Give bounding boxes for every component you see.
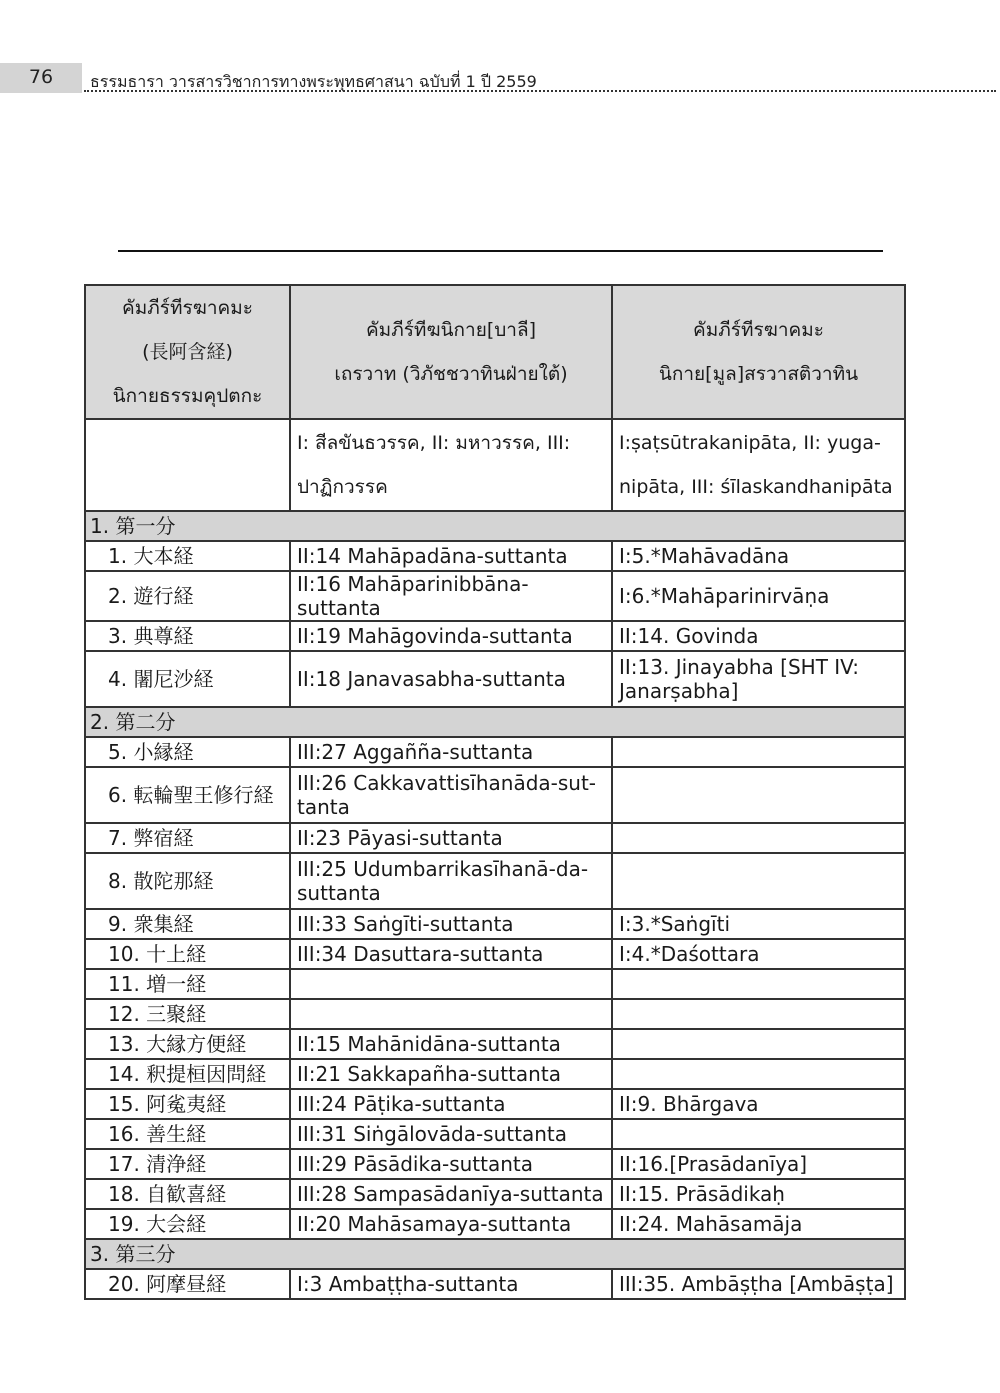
table-row: [85, 1149, 905, 1179]
section-title: 1. 第一分: [85, 511, 905, 541]
section-title: 3. 第三分: [85, 1239, 905, 1269]
cell-c1: 11. 増一経: [85, 969, 290, 999]
cell-c2: III:27 Aggañña-suttanta: [290, 737, 612, 767]
cell-c2: [290, 999, 612, 1029]
table-row: [85, 1059, 905, 1089]
cell-c3: [612, 1059, 905, 1089]
table-row: [85, 767, 905, 823]
table-row: [85, 1179, 905, 1209]
cell-c3: [612, 823, 905, 853]
page-number: 76: [28, 66, 54, 88]
column-header-pali: [290, 285, 612, 419]
table-row: [85, 1209, 905, 1239]
header-line: คัมภีร์ทีฆนิกาย[บาลี]: [365, 319, 537, 341]
cell-c3: II:15. Prāsādikaḥ: [612, 1179, 905, 1209]
cell-c3: [612, 1119, 905, 1149]
cell-c3: [612, 1029, 905, 1059]
cell-c3: II:13. Jinayabha [SHT IV: Janarṣabha]: [612, 651, 905, 707]
cell-c3: I:5.*Mahāvadāna: [612, 541, 905, 571]
cell-c2: II:14 Mahāpadāna-suttanta: [290, 541, 612, 571]
cell-c1: 19. 大会経: [85, 1209, 290, 1239]
cell-c1: 10. 十上経: [85, 939, 290, 969]
cell-c2: II:15 Mahānidāna-suttanta: [290, 1029, 612, 1059]
cell-c3: I:6.*Mahāparinirvāṇa: [612, 571, 905, 621]
cell-c1: 18. 自歓喜経: [85, 1179, 290, 1209]
header-line: คัมภีร์ทีรฆาคมะ: [693, 319, 824, 341]
table-row: [85, 541, 905, 571]
header-line: เถรวาท (วิภัชชวาทินฝ่ายใต้): [334, 363, 568, 385]
cell-c2: II:21 Sakkapañha-suttanta: [290, 1059, 612, 1089]
cell-c3: II:16.[Prasādanīya]: [612, 1149, 905, 1179]
cell-c2: III:28 Sampasādanīya-suttanta: [290, 1179, 612, 1209]
table-row: [85, 999, 905, 1029]
table-row: [85, 853, 905, 909]
table-subheader-row: [85, 419, 905, 511]
cell-c3: I:4.*Daśottara: [612, 939, 905, 969]
cell-c3: II:9. Bhārgava: [612, 1089, 905, 1119]
cell-c3: [612, 737, 905, 767]
cell-c3: [612, 853, 905, 909]
table-row: [85, 1119, 905, 1149]
cell-c1: 20. 阿摩昼経: [85, 1269, 290, 1299]
cell-c1: 5. 小縁経: [85, 737, 290, 767]
cell-c3: [612, 969, 905, 999]
cell-c1: 7. 弊宿経: [85, 823, 290, 853]
cell-c3: [612, 999, 905, 1029]
table-row: [85, 909, 905, 939]
table-row: [85, 939, 905, 969]
table-row: [85, 621, 905, 651]
table-row: [85, 651, 905, 707]
cell-c3: II:14. Govinda: [612, 621, 905, 651]
table-row: [85, 1089, 905, 1119]
header-line: (長阿含経): [142, 341, 233, 363]
cell-c2: III:34 Dasuttara-suttanta: [290, 939, 612, 969]
cell-c3: I:3.*Saṅgīti: [612, 909, 905, 939]
table-row: [85, 1029, 905, 1059]
cell-c1: 15. 阿㝹夷経: [85, 1089, 290, 1119]
cell-c1: 8. 散陀那経: [85, 853, 290, 909]
table-header-row: [85, 285, 905, 419]
header-line: นิกายธรรมคุปตกะ: [112, 385, 263, 407]
cell-c3: III:35. Ambāṣṭha [Ambāṣṭa]: [612, 1269, 905, 1299]
column-header-sarvastivada: [612, 285, 905, 419]
header-dotted-rule: [84, 90, 996, 92]
cell-c2: III:31 Siṅgālovāda-suttanta: [290, 1119, 612, 1149]
cell-c1: 3. 典尊経: [85, 621, 290, 651]
section-row: [85, 1239, 905, 1269]
section-row: [85, 511, 905, 541]
table-row: [85, 823, 905, 853]
cell-c2: III:33 Saṅgīti-suttanta: [290, 909, 612, 939]
column-header-dharmaguptaka: [85, 285, 290, 419]
table-row: [85, 969, 905, 999]
table-row: [85, 571, 905, 621]
cell-c1: 9. 衆集経: [85, 909, 290, 939]
cell-c2: II:18 Janavasabha-suttanta: [290, 651, 612, 707]
section-title: 2. 第二分: [85, 707, 905, 737]
subheader-cell: [85, 419, 290, 511]
header-line: นิกาย[มูล]สรวาสติวาทิน: [658, 363, 859, 385]
subheader-cell: I:ṣaṭsūtrakanipāta, II: yuga-nipāta, III: śīlaskandhanipāta: [612, 419, 905, 511]
cell-c1: 1. 大本経: [85, 541, 290, 571]
cell-c2: II:20 Mahāsamaya-suttanta: [290, 1209, 612, 1239]
horizontal-rule: [118, 250, 883, 252]
cell-c1: 12. 三聚経: [85, 999, 290, 1029]
cell-c1: 17. 清浄経: [85, 1149, 290, 1179]
header-line: คัมภีร์ทีรฆาคมะ: [122, 297, 253, 319]
cell-c1: 16. 善生経: [85, 1119, 290, 1149]
cell-c2: II:23 Pāyasi-suttanta: [290, 823, 612, 853]
table-row: [85, 737, 905, 767]
cell-c1: 13. 大縁方便経: [85, 1029, 290, 1059]
sutta-comparison-table: [84, 284, 906, 1300]
cell-c2: III:26 Cakkavattisīhanāda-sut-tanta: [290, 767, 612, 823]
cell-c1: 4. 闍尼沙経: [85, 651, 290, 707]
cell-c2: III:25 Udumbarrikasīhanā-da-suttanta: [290, 853, 612, 909]
cell-c2: III:24 Pāṭika-suttanta: [290, 1089, 612, 1119]
cell-c3: [612, 767, 905, 823]
cell-c1: 6. 転輪聖王修行経: [85, 767, 290, 823]
running-title: ธรรมธารา วารสารวิชาการทางพระพุทธศาสนา ฉบับที่ 1 ปี 2559: [90, 72, 537, 91]
table-row: [85, 1269, 905, 1299]
cell-c1: 2. 遊行経: [85, 571, 290, 621]
cell-c3: II:24. Mahāsamāja: [612, 1209, 905, 1239]
section-row: [85, 707, 905, 737]
cell-c2: I:3 Ambaṭṭha-suttanta: [290, 1269, 612, 1299]
cell-c2: III:29 Pāsādika-suttanta: [290, 1149, 612, 1179]
cell-c1: 14. 釈提桓因問経: [85, 1059, 290, 1089]
cell-c2: II:19 Mahāgovinda-suttanta: [290, 621, 612, 651]
cell-c2: [290, 969, 612, 999]
subheader-cell: I: สีลขันธวรรค, II: มหาวรรค, III: ปาฏิกวรรค: [290, 419, 612, 511]
cell-c2: II:16 Mahāparinibbāna-suttanta: [290, 571, 612, 621]
